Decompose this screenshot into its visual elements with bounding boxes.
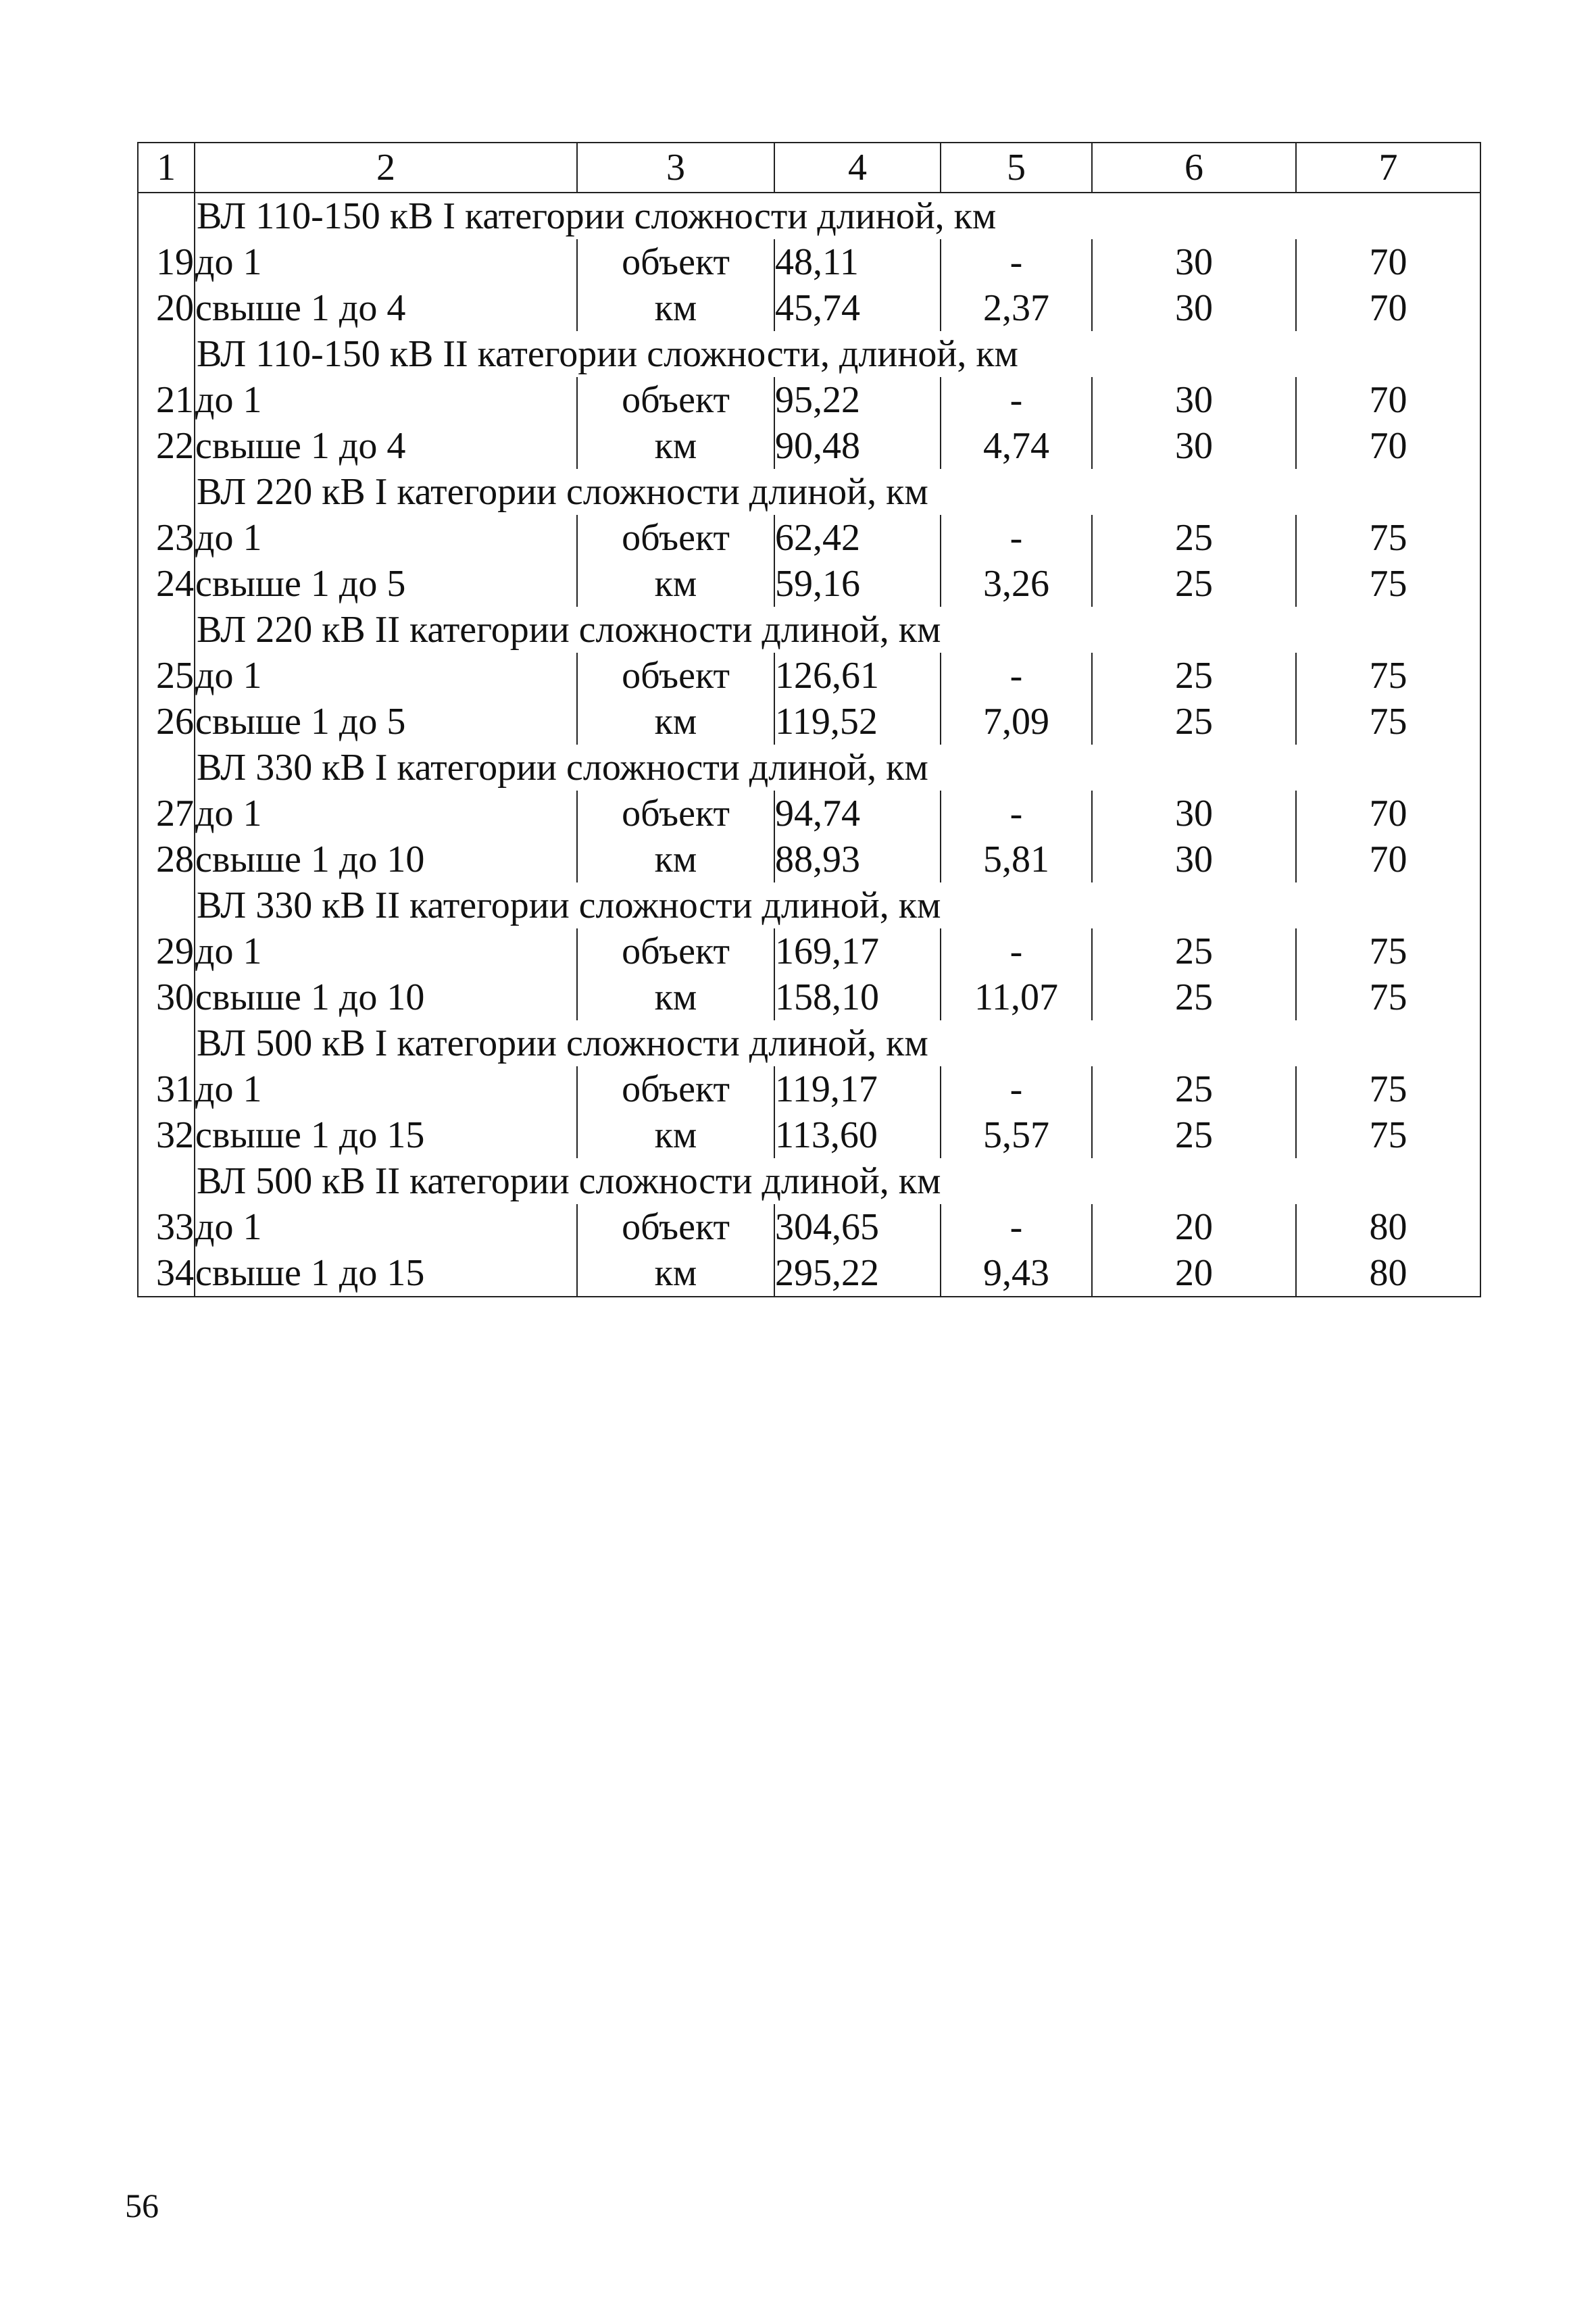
group-title-row: [138, 193, 1480, 239]
row-description: свыше 1 до 10: [195, 839, 425, 880]
row-value-col4: 95,22: [774, 377, 941, 423]
row-value-col6: 20: [1092, 1250, 1296, 1297]
row-unit: км: [577, 837, 774, 882]
row-unit: объект: [577, 791, 774, 837]
row-value-col4: 119,17: [774, 1066, 941, 1112]
row-unit: км: [577, 285, 774, 331]
row-value-col6: 25: [1092, 561, 1296, 607]
group-title-row: [138, 1020, 1480, 1066]
row-value-col5: 3,26: [941, 561, 1092, 607]
page-number: 56: [125, 2187, 159, 2224]
row-value-col7: 75: [1296, 515, 1480, 561]
row-number: 32: [138, 1112, 195, 1158]
row-value-col7: 80: [1296, 1204, 1480, 1250]
group-number-cell: [138, 745, 195, 791]
table-row: [138, 837, 1480, 882]
row-number: 34: [138, 1250, 195, 1297]
row-value-col7: 70: [1296, 423, 1480, 469]
row-value-col7: 75: [1296, 1066, 1480, 1112]
group-title-row: [138, 882, 1480, 928]
row-value-col6: 30: [1092, 285, 1296, 331]
row-number: 21: [138, 377, 195, 423]
group-title: ВЛ 110-150 кВ I категории сложности длиной, км: [197, 195, 997, 237]
row-value-col6: 30: [1092, 423, 1296, 469]
row-value-col4: 90,48: [774, 423, 941, 469]
group-title: ВЛ 500 кВ II категории сложности длиной, км: [197, 1160, 941, 1202]
table-row: [138, 515, 1480, 561]
group-end-cell: [1296, 469, 1480, 515]
group-title: ВЛ 220 кВ I категории сложности длиной, км: [197, 471, 928, 513]
row-description: свыше 1 до 5: [195, 563, 406, 605]
column-header: 7: [1296, 143, 1480, 193]
row-description: свыше 1 до 10: [195, 976, 425, 1018]
row-number: 19: [138, 239, 195, 285]
row-value-col4: 126,61: [774, 653, 941, 699]
row-value-col7: 70: [1296, 285, 1480, 331]
group-title: ВЛ 110-150 кВ II категории сложности, длиной, км: [197, 333, 1018, 375]
row-value-col7: 70: [1296, 377, 1480, 423]
row-description: до 1: [195, 241, 262, 283]
row-value-col5: -: [941, 653, 1092, 699]
row-unit: км: [577, 1250, 774, 1297]
group-number-cell: [138, 1020, 195, 1066]
row-description: свыше 1 до 4: [195, 425, 406, 467]
row-value-col7: 75: [1296, 1112, 1480, 1158]
row-value-col5: 2,37: [941, 285, 1092, 331]
row-value-col4: 88,93: [774, 837, 941, 882]
group-end-cell: [1296, 745, 1480, 791]
row-value-col6: 25: [1092, 1066, 1296, 1112]
row-value-col4: 62,42: [774, 515, 941, 561]
table-row: [138, 974, 1480, 1020]
table-header-row: [138, 143, 1480, 193]
row-value-col5: -: [941, 239, 1092, 285]
row-value-col5: 11,07: [941, 974, 1092, 1020]
group-number-cell: [138, 331, 195, 377]
table-row: [138, 561, 1480, 607]
row-value-col7: 75: [1296, 928, 1480, 974]
table-row: [138, 239, 1480, 285]
row-value-col5: 5,81: [941, 837, 1092, 882]
row-value-col5: -: [941, 791, 1092, 837]
row-value-col5: -: [941, 1204, 1092, 1250]
table-row: [138, 423, 1480, 469]
group-title: ВЛ 500 кВ I категории сложности длиной, км: [197, 1022, 928, 1064]
row-number: 26: [138, 699, 195, 745]
group-title-row: [138, 331, 1480, 377]
row-unit: объект: [577, 239, 774, 285]
row-description: до 1: [195, 793, 262, 835]
table-row: [138, 1112, 1480, 1158]
row-value-col7: 75: [1296, 974, 1480, 1020]
row-number: 20: [138, 285, 195, 331]
table-row: [138, 699, 1480, 745]
rates-table: [137, 142, 1481, 1297]
row-number: 29: [138, 928, 195, 974]
row-value-col4: 295,22: [774, 1250, 941, 1297]
row-value-col6: 25: [1092, 974, 1296, 1020]
row-unit: км: [577, 1112, 774, 1158]
group-end-cell: [1296, 882, 1480, 928]
row-value-col6: 30: [1092, 791, 1296, 837]
row-value-col4: 59,16: [774, 561, 941, 607]
row-value-col5: -: [941, 377, 1092, 423]
row-value-col4: 119,52: [774, 699, 941, 745]
table-row: [138, 285, 1480, 331]
row-description: до 1: [195, 1206, 262, 1248]
row-number: 28: [138, 837, 195, 882]
row-unit: объект: [577, 1066, 774, 1112]
row-value-col4: 94,74: [774, 791, 941, 837]
row-number: 24: [138, 561, 195, 607]
row-value-col7: 70: [1296, 837, 1480, 882]
row-value-col6: 30: [1092, 377, 1296, 423]
group-title-row: [138, 745, 1480, 791]
row-value-col6: 25: [1092, 515, 1296, 561]
row-value-col7: 70: [1296, 791, 1480, 837]
row-value-col5: 7,09: [941, 699, 1092, 745]
row-description: до 1: [195, 930, 262, 972]
group-end-cell: [1296, 1158, 1480, 1204]
row-number: 33: [138, 1204, 195, 1250]
row-value-col6: 25: [1092, 699, 1296, 745]
group-number-cell: [138, 469, 195, 515]
group-end-cell: [1296, 331, 1480, 377]
row-number: 23: [138, 515, 195, 561]
row-description: до 1: [195, 517, 262, 559]
row-value-col5: -: [941, 515, 1092, 561]
row-value-col4: 45,74: [774, 285, 941, 331]
group-end-cell: [1296, 193, 1480, 239]
column-header: 3: [577, 143, 774, 193]
row-value-col6: 30: [1092, 837, 1296, 882]
row-number: 22: [138, 423, 195, 469]
table-row: [138, 1066, 1480, 1112]
row-description: свыше 1 до 15: [195, 1250, 577, 1297]
row-unit: км: [577, 423, 774, 469]
row-unit: объект: [577, 515, 774, 561]
row-description: свыше 1 до 4: [195, 287, 406, 329]
row-unit: объект: [577, 377, 774, 423]
row-value-col7: 75: [1296, 561, 1480, 607]
group-end-cell: [1296, 607, 1480, 653]
group-title-row: [138, 1158, 1480, 1204]
row-unit: объект: [577, 928, 774, 974]
column-header: 5: [941, 143, 1092, 193]
row-description: свыше 1 до 15: [195, 1114, 425, 1156]
row-number: 31: [138, 1066, 195, 1112]
group-title-row: [138, 469, 1480, 515]
row-unit: объект: [577, 1204, 774, 1250]
table-row: [138, 1250, 1480, 1297]
row-value-col7: 75: [1296, 699, 1480, 745]
row-value-col5: 9,43: [941, 1250, 1092, 1297]
row-number: 25: [138, 653, 195, 699]
row-value-col4: 169,17: [774, 928, 941, 974]
group-number-cell: [138, 882, 195, 928]
row-value-col7: 80: [1296, 1250, 1480, 1297]
row-unit: км: [577, 561, 774, 607]
row-unit: км: [577, 699, 774, 745]
group-number-cell: [138, 1158, 195, 1204]
row-value-col6: 30: [1092, 239, 1296, 285]
group-end-cell: [1296, 1020, 1480, 1066]
table-row: [138, 791, 1480, 837]
row-description: свыше 1 до 5: [195, 701, 406, 743]
group-title: ВЛ 330 кВ I категории сложности длиной, км: [197, 747, 928, 789]
row-value-col4: 158,10: [774, 974, 941, 1020]
row-value-col4: 48,11: [774, 239, 941, 285]
table-row: [138, 928, 1480, 974]
row-value-col5: -: [941, 928, 1092, 974]
row-unit: км: [577, 974, 774, 1020]
row-value-col7: 70: [1296, 239, 1480, 285]
column-header: 6: [1092, 143, 1296, 193]
column-header: 2: [195, 143, 577, 193]
row-value-col6: 25: [1092, 1112, 1296, 1158]
row-description: до 1: [195, 379, 262, 421]
row-value-col6: 25: [1092, 653, 1296, 699]
group-number-cell: [138, 607, 195, 653]
row-value-col6: 20: [1092, 1204, 1296, 1250]
row-value-col6: 25: [1092, 928, 1296, 974]
row-value-col5: 5,57: [941, 1112, 1092, 1158]
row-value-col5: 4,74: [941, 423, 1092, 469]
table-row: [138, 377, 1480, 423]
row-unit: объект: [577, 653, 774, 699]
row-number: 30: [138, 974, 195, 1020]
table-row: [138, 1204, 1480, 1250]
row-value-col4: 113,60: [774, 1112, 941, 1158]
row-value-col4: 304,65: [774, 1204, 941, 1250]
row-value-col5: -: [941, 1066, 1092, 1112]
column-header: 1: [138, 143, 195, 193]
row-value-col7: 75: [1296, 653, 1480, 699]
table-body: [138, 143, 1480, 1297]
group-number-cell: [138, 193, 195, 239]
group-title: ВЛ 330 кВ II категории сложности длиной, км: [197, 885, 941, 926]
row-description: до 1: [195, 655, 262, 697]
row-description: до 1: [195, 1068, 262, 1110]
group-title: ВЛ 220 кВ II категории сложности длиной, км: [197, 609, 941, 651]
group-title-row: [138, 607, 1480, 653]
row-number: 27: [138, 791, 195, 837]
column-header: 4: [774, 143, 941, 193]
table-row: [138, 653, 1480, 699]
